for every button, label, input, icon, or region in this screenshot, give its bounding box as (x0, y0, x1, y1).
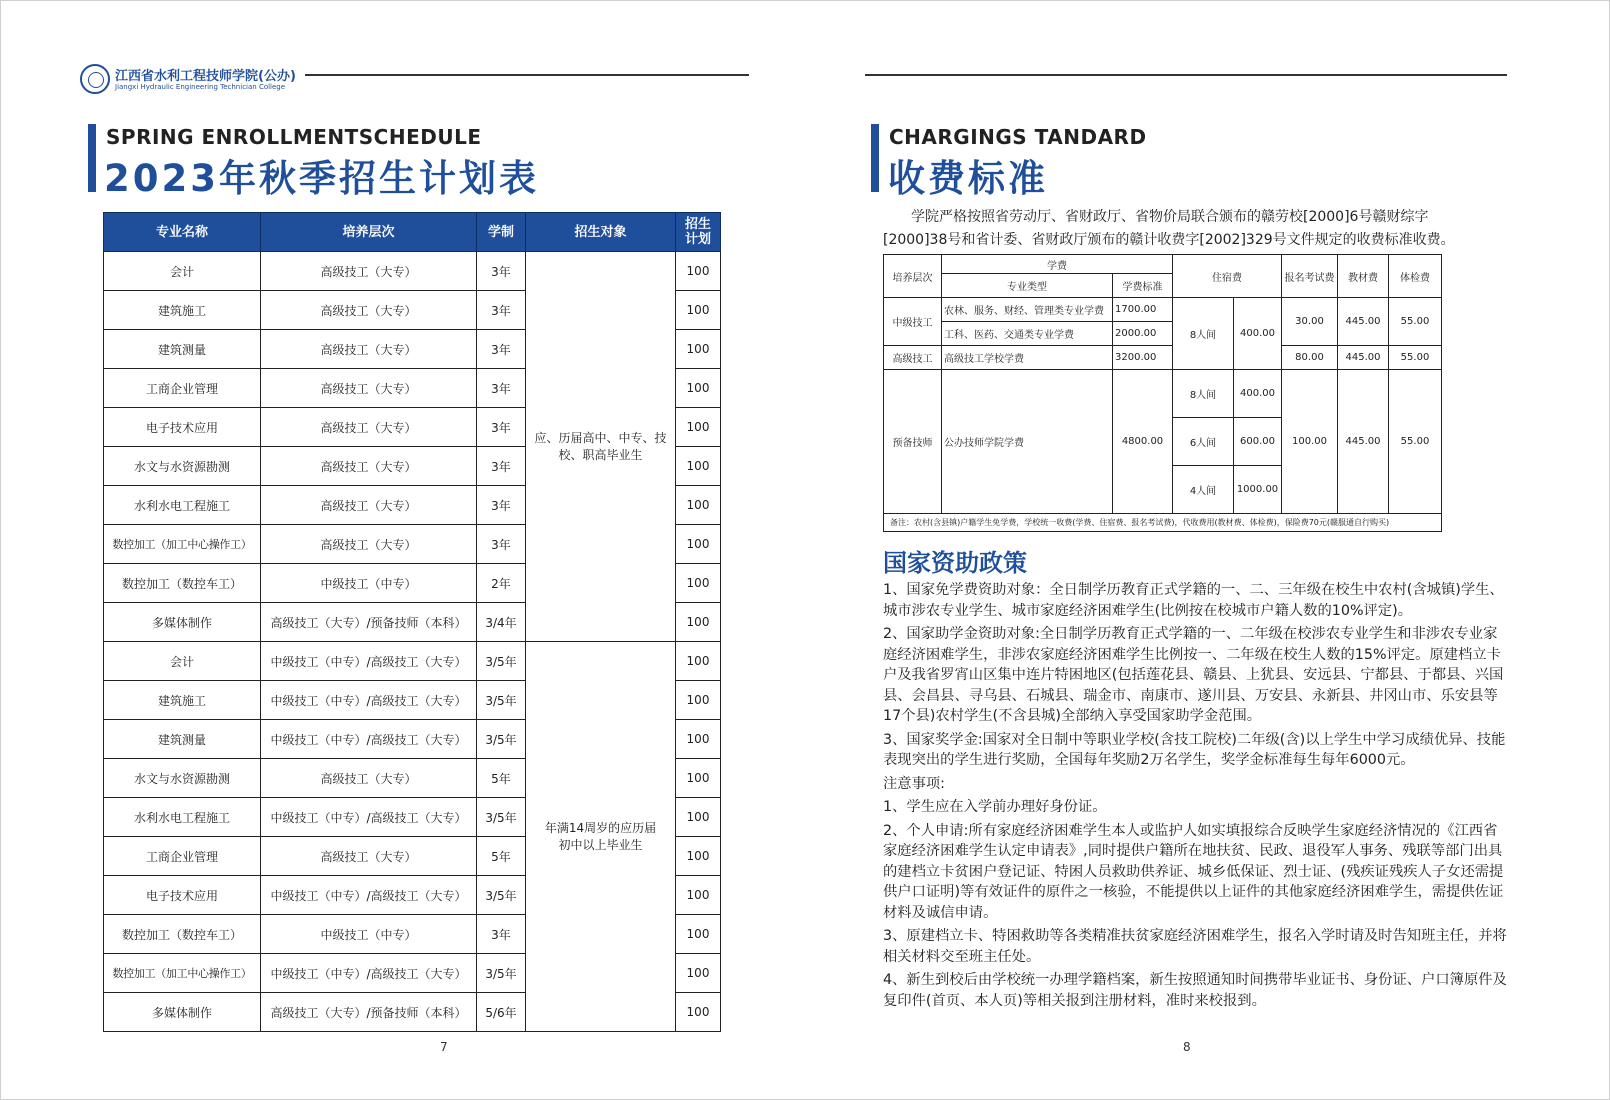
cell-target: 年满14周岁的应历届初中以上毕业生 (526, 642, 676, 1032)
table-row (104, 642, 721, 681)
cell-plan: 100 (676, 915, 721, 954)
cell-level: 中级技工（中专）/高级技工（大专） (261, 954, 477, 993)
cell-years: 3年 (477, 915, 526, 954)
cell-years: 3/5年 (477, 798, 526, 837)
cell-years: 3/5年 (477, 876, 526, 915)
fee-type-high: 高级技工学校学费 (942, 346, 1113, 370)
fee-note: 备注：农村(含县镇)户籍学生免学费，学校统一收费(学费、住宿费、报名考试费)，代收费用(教材费、体检费)，保险费70元(赣服通自行购买) (884, 514, 1442, 532)
cell-years: 3/4年 (477, 603, 526, 642)
fee-dorm-6-value: 600.00 (1234, 418, 1282, 466)
cell-major: 水利水电工程施工 (104, 798, 261, 837)
fee-header-books: 教材费 (1338, 255, 1389, 298)
fee-value-mid-1: 1700.00 (1113, 298, 1173, 322)
header-rule-right (865, 74, 1507, 76)
fee-exam-high: 80.00 (1282, 346, 1338, 370)
charging-title-en: CHARGINGS TANDARD (889, 125, 1147, 149)
cell-level: 高级技工（大专） (261, 252, 477, 291)
cell-major: 水文与水资源勘测 (104, 447, 261, 486)
fee-dorm-8: 8人间 (1173, 298, 1234, 370)
policy-paragraph: 2、国家助学金资助对象:全日制学历教育正式学籍的一、二年级在校涉农专业学生和非涉农专业家庭经济困难学生，非涉农家庭经济困难学生比例按一、二年级在校生人数的15%评定。原建档立卡户及我省罗宵山区集中连片特困地区(包括莲花县、赣县、上犹县、安远县、宁都县、于都县、兴国县、会昌县、寻乌县、石城县、瑞金市、南康市、遂川县、万安县、永新县、井冈山市、乐安县等17个县)农村学生(不含县城)全部纳入享受国家助学金范围。 (883, 626, 1504, 724)
fee-exam-mid: 30.00 (1282, 298, 1338, 346)
cell-major: 数控加工（数控车工） (104, 564, 261, 603)
cell-major: 数控加工（数控车工） (104, 915, 261, 954)
fee-dorm-4: 4人间 (1173, 466, 1234, 514)
fee-books-high: 445.00 (1338, 346, 1389, 370)
enrollment-title-en: SPRING ENROLLMENTSCHEDULE (106, 125, 482, 149)
col-header-target: 招生对象 (526, 213, 676, 252)
cell-major: 数控加工（加工中心操作工） (104, 525, 261, 564)
title-accent-bar (88, 124, 96, 192)
cell-level: 高级技工（大专） (261, 525, 477, 564)
college-name-cn: 江西省水利工程技师学院(公办) (115, 69, 296, 84)
cell-major: 建筑测量 (104, 330, 261, 369)
cell-plan: 100 (676, 369, 721, 408)
cell-major: 工商企业管理 (104, 837, 261, 876)
fee-table (883, 254, 1442, 532)
cell-major: 建筑施工 (104, 681, 261, 720)
cell-major: 工商企业管理 (104, 369, 261, 408)
fee-books-pre: 445.00 (1338, 370, 1389, 514)
fee-dorm-4-value: 1000.00 (1234, 466, 1282, 514)
charging-title-cn: 收费标准 (888, 157, 1048, 200)
cell-level: 高级技工（大专）/预备技师（本科） (261, 603, 477, 642)
cell-level: 高级技工（大专） (261, 369, 477, 408)
cell-years: 5年 (477, 759, 526, 798)
college-logo-icon (80, 64, 110, 94)
title-accent-bar (871, 124, 879, 192)
fee-health-pre: 55.00 (1389, 370, 1442, 514)
cell-plan: 100 (676, 564, 721, 603)
cell-plan: 100 (676, 876, 721, 915)
cell-major: 电子技术应用 (104, 876, 261, 915)
cell-level: 中级技工（中专）/高级技工（大专） (261, 876, 477, 915)
cell-years: 3年 (477, 408, 526, 447)
cell-years: 5年 (477, 837, 526, 876)
policy-paragraph: 2、个人申请:所有家庭经济困难学生本人或监护人如实填报综合反映学生家庭经济情况的《江西省家庭经济困难学生认定申请表》,同时提供户籍所在地扶贫、民政、退役军人事务、残联等部门出具的建档立卡贫困户登记证、特困人员救助供养证、城乡低保证、烈士证、(残疾证残疾人子女还需提供户口证明)等有效证件的原件之一核验，不能提供以上证件的其他家庭经济困难学生，需提供佐证材料及诚信申请。 (883, 822, 1504, 921)
page-number-right: 8 (1183, 1040, 1191, 1054)
charging-intro: 学院严格按照省劳动厅、省财政厅、省物价局联合颁布的赣劳校[2000]6号赣财综字[2000]38号和省计委、省财政厅颁布的赣计收费字[2002]329号文件规定的收费标准收费。 (883, 209, 1455, 248)
cell-target: 应、历届高中、中专、技校、职高毕业生 (526, 252, 676, 642)
cell-plan: 100 (676, 993, 721, 1032)
cell-years: 3/5年 (477, 642, 526, 681)
col-header-level: 培养层次 (261, 213, 477, 252)
fee-value-high: 3200.00 (1113, 346, 1173, 370)
policy-paragraph: 注意事项: (883, 775, 946, 792)
fee-dorm-8-pre-value: 400.00 (1234, 370, 1282, 418)
cell-level: 高级技工（大专）/预备技师（本科） (261, 993, 477, 1032)
cell-years: 2年 (477, 564, 526, 603)
fee-header-dorm: 住宿费 (1173, 255, 1282, 298)
header-rule-left (305, 74, 749, 76)
fee-books-mid: 445.00 (1338, 298, 1389, 346)
enrollment-table (103, 212, 721, 1032)
fee-header-level: 培养层次 (884, 255, 942, 298)
fee-header-health: 体检费 (1389, 255, 1442, 298)
cell-level: 高级技工（大专） (261, 837, 477, 876)
fee-value-pre: 4800.00 (1113, 370, 1173, 514)
fee-header-tuition: 学费 (942, 255, 1173, 274)
cell-level: 中级技工（中专）/高级技工（大专） (261, 798, 477, 837)
cell-level: 高级技工（大专） (261, 486, 477, 525)
cell-plan: 100 (676, 720, 721, 759)
cell-years: 3年 (477, 330, 526, 369)
cell-level: 高级技工（大专） (261, 447, 477, 486)
cell-major: 建筑测量 (104, 720, 261, 759)
cell-plan: 100 (676, 642, 721, 681)
cell-major: 会计 (104, 642, 261, 681)
cell-plan: 100 (676, 525, 721, 564)
cell-level: 高级技工（大专） (261, 759, 477, 798)
fee-health-mid: 55.00 (1389, 298, 1442, 346)
fee-type-mid-2: 工科、医药、交通类专业学费 (942, 322, 1113, 346)
fee-dorm-8-value: 400.00 (1234, 298, 1282, 370)
policy-text (883, 580, 1509, 1014)
cell-plan: 100 (676, 759, 721, 798)
cell-major: 多媒体制作 (104, 603, 261, 642)
cell-plan: 100 (676, 603, 721, 642)
policy-paragraph: 3、国家奖学金:国家对全日制中等职业学校(含技工院校)二年级(含)以上学生中学习成绩优异、技能表现突出的学生进行奖励，全国每年奖励2万名学生，奖学金标准每生每年6000元。 (883, 731, 1506, 768)
cell-level: 中级技工（中专） (261, 915, 477, 954)
cell-years: 3年 (477, 369, 526, 408)
policy-title: 国家资助政策 (883, 549, 1027, 577)
col-header-plan: 招生计划 (676, 213, 721, 252)
cell-years: 3/5年 (477, 954, 526, 993)
cell-major: 水利水电工程施工 (104, 486, 261, 525)
page-number-left: 7 (440, 1040, 448, 1054)
table-header-row (104, 213, 721, 252)
cell-level: 中级技工（中专）/高级技工（大专） (261, 720, 477, 759)
fee-exam-pre: 100.00 (1282, 370, 1338, 514)
cell-major: 水文与水资源勘测 (104, 759, 261, 798)
fee-level-high: 高级技工 (884, 346, 942, 370)
cell-plan: 100 (676, 447, 721, 486)
fee-value-mid-2: 2000.00 (1113, 322, 1173, 346)
fee-dorm-6: 6人间 (1173, 418, 1234, 466)
cell-years: 3年 (477, 252, 526, 291)
cell-level: 中级技工（中专）/高级技工（大专） (261, 681, 477, 720)
col-header-years: 学制 (477, 213, 526, 252)
policy-paragraph: 3、原建档立卡、特困救助等各类精准扶贫家庭经济困难学生，报名入学时请及时告知班主任，并将相关材料交至班主任处。 (883, 928, 1507, 965)
fee-header-exam: 报名考试费 (1282, 255, 1338, 298)
cell-major: 多媒体制作 (104, 993, 261, 1032)
fee-level-pre: 预备技师 (884, 370, 942, 514)
fee-header-tuition-std: 学费标准 (1113, 274, 1173, 298)
policy-paragraph: 4、新生到校后由学校统一办理学籍档案，新生按照通知时间携带毕业证书、身份证、户口簿原件及复印件(首页、本人页)等相关报到注册材料，准时来校报到。 (883, 972, 1507, 1009)
cell-plan: 100 (676, 330, 721, 369)
cell-major: 电子技术应用 (104, 408, 261, 447)
policy-paragraph: 1、学生应在入学前办理好身份证。 (883, 799, 1107, 815)
cell-plan: 100 (676, 954, 721, 993)
cell-years: 3年 (477, 486, 526, 525)
fee-type-pre: 公办技师学院学费 (942, 370, 1113, 514)
table-row (104, 252, 721, 291)
cell-level: 中级技工（中专） (261, 564, 477, 603)
cell-years: 5/6年 (477, 993, 526, 1032)
cell-level: 高级技工（大专） (261, 330, 477, 369)
policy-paragraph: 1、国家免学费资助对象：全日制学历教育正式学籍的一、二、三年级在校生中农村(含城镇)学生、城市涉农专业学生、城市家庭经济困难学生(比例按在校城市户籍人数的10%评定)。 (883, 582, 1504, 619)
cell-major: 会计 (104, 252, 261, 291)
cell-plan: 100 (676, 486, 721, 525)
fee-dorm-8-pre: 8人间 (1173, 370, 1234, 418)
cell-plan: 100 (676, 291, 721, 330)
cell-level: 高级技工（大专） (261, 408, 477, 447)
cell-years: 3年 (477, 291, 526, 330)
cell-years: 3年 (477, 525, 526, 564)
cell-years: 3/5年 (477, 720, 526, 759)
fee-health-high: 55.00 (1389, 346, 1442, 370)
col-header-major: 专业名称 (104, 213, 261, 252)
cell-years: 3年 (477, 447, 526, 486)
cell-years: 3/5年 (477, 681, 526, 720)
cell-plan: 100 (676, 837, 721, 876)
fee-level-mid: 中级技工 (884, 298, 942, 346)
cell-level: 高级技工（大专） (261, 291, 477, 330)
cell-plan: 100 (676, 681, 721, 720)
fee-type-mid-1: 农林、服务、财经、管理类专业学费 (942, 298, 1113, 322)
cell-plan: 100 (676, 252, 721, 291)
cell-major: 数控加工（加工中心操作工） (104, 954, 261, 993)
fee-header-major-type: 专业类型 (942, 274, 1113, 298)
enrollment-title-cn: 2023年秋季招生计划表 (104, 157, 539, 200)
cell-plan: 100 (676, 408, 721, 447)
cell-plan: 100 (676, 798, 721, 837)
college-name-en: Jiangxi Hydraulic Engineering Technician College (115, 83, 286, 91)
cell-major: 建筑施工 (104, 291, 261, 330)
cell-level: 中级技工（中专）/高级技工（大专） (261, 642, 477, 681)
